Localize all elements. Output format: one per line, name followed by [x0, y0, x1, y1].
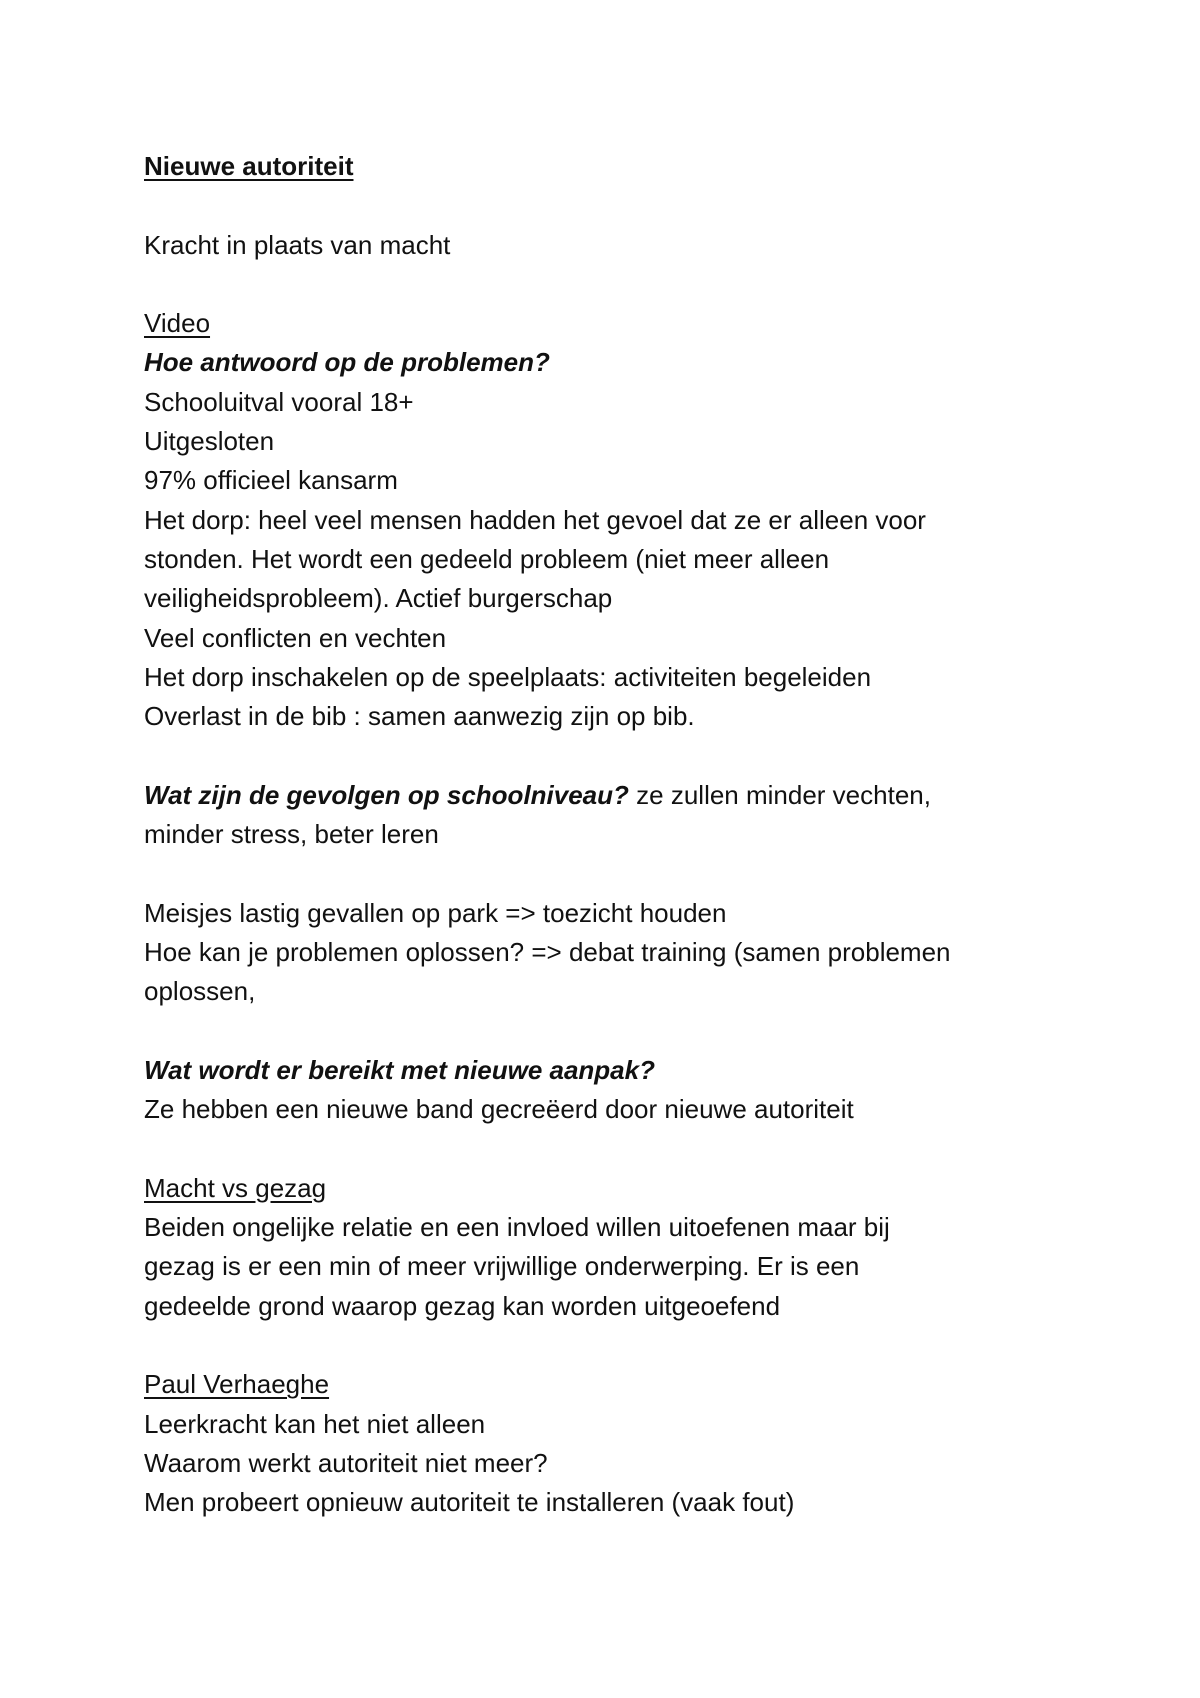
- text-line: Veel conflicten en vechten: [144, 622, 447, 653]
- text-line: Men probeert opnieuw autoriteit te installeren (vaak fout): [144, 1487, 795, 1518]
- spacer: [144, 1129, 1084, 1168]
- text-line: stonden. Het wordt een gedeeld probleem (niet meer alleen: [144, 543, 830, 574]
- section-heading-paul-verhaeghe: Paul Verhaeghe: [144, 1369, 330, 1400]
- text-line: Overlast in de bib : samen aanwezig zijn op bib.: [144, 701, 695, 732]
- text-line: oplossen,: [144, 976, 256, 1007]
- document-title: Nieuwe autoriteit: [144, 151, 354, 181]
- text-line: veiligheidsprobleem). Actief burgerschap: [144, 583, 613, 614]
- spacer: [144, 1012, 1084, 1051]
- question-heading-2: Wat zijn de gevolgen op schoolniveau?: [144, 779, 629, 810]
- question-heading-3: Wat wordt er bereikt met nieuwe aanpak?: [144, 1054, 655, 1085]
- spacer: [144, 854, 1084, 893]
- text-line: minder stress, beter leren: [144, 819, 439, 850]
- text-line: Hoe kan je problemen oplossen? => debat training (samen problemen: [144, 936, 951, 967]
- document-body: [144, 147, 1084, 1522]
- text-line: Ze hebben een nieuwe band gecreëerd door nieuwe autoriteit: [144, 1094, 854, 1125]
- spacer: [144, 265, 1084, 304]
- subtitle-line: Kracht in plaats van macht: [144, 229, 451, 260]
- text-line: Beiden ongelijke relatie en een invloed willen uitoefenen maar bij: [144, 1212, 890, 1243]
- text-line: 97% officieel kansarm: [144, 465, 398, 496]
- text-line: Uitgesloten: [144, 426, 275, 457]
- spacer: [144, 1326, 1084, 1365]
- spacer: [144, 736, 1084, 775]
- spacer: [144, 186, 1084, 225]
- text-line: Meisjes lastig gevallen op park => toezicht houden: [144, 897, 727, 928]
- section-heading-macht-vs-gezag: Macht vs gezag: [144, 1172, 327, 1203]
- text-line: Schooluitval vooral 18+: [144, 386, 414, 417]
- section-heading-video: Video: [144, 308, 211, 339]
- text-line: Waarom werkt autoriteit niet meer?: [144, 1447, 548, 1478]
- text-line: Het dorp inschakelen op de speelplaats: activiteiten begeleiden: [144, 661, 872, 692]
- question-line-2: [144, 776, 1084, 815]
- text-line: Leerkracht kan het niet alleen: [144, 1408, 486, 1439]
- question-2-inline-text: ze zullen minder vechten,: [628, 779, 931, 810]
- text-line: gedeelde grond waarop gezag kan worden uitgeoefend: [144, 1290, 781, 1321]
- question-heading-1: Hoe antwoord op de problemen?: [144, 347, 550, 378]
- text-line: gezag is er een min of meer vrijwillige onderwerping. Er is een: [144, 1251, 860, 1282]
- text-line: Het dorp: heel veel mensen hadden het gevoel dat ze er alleen voor: [144, 504, 926, 535]
